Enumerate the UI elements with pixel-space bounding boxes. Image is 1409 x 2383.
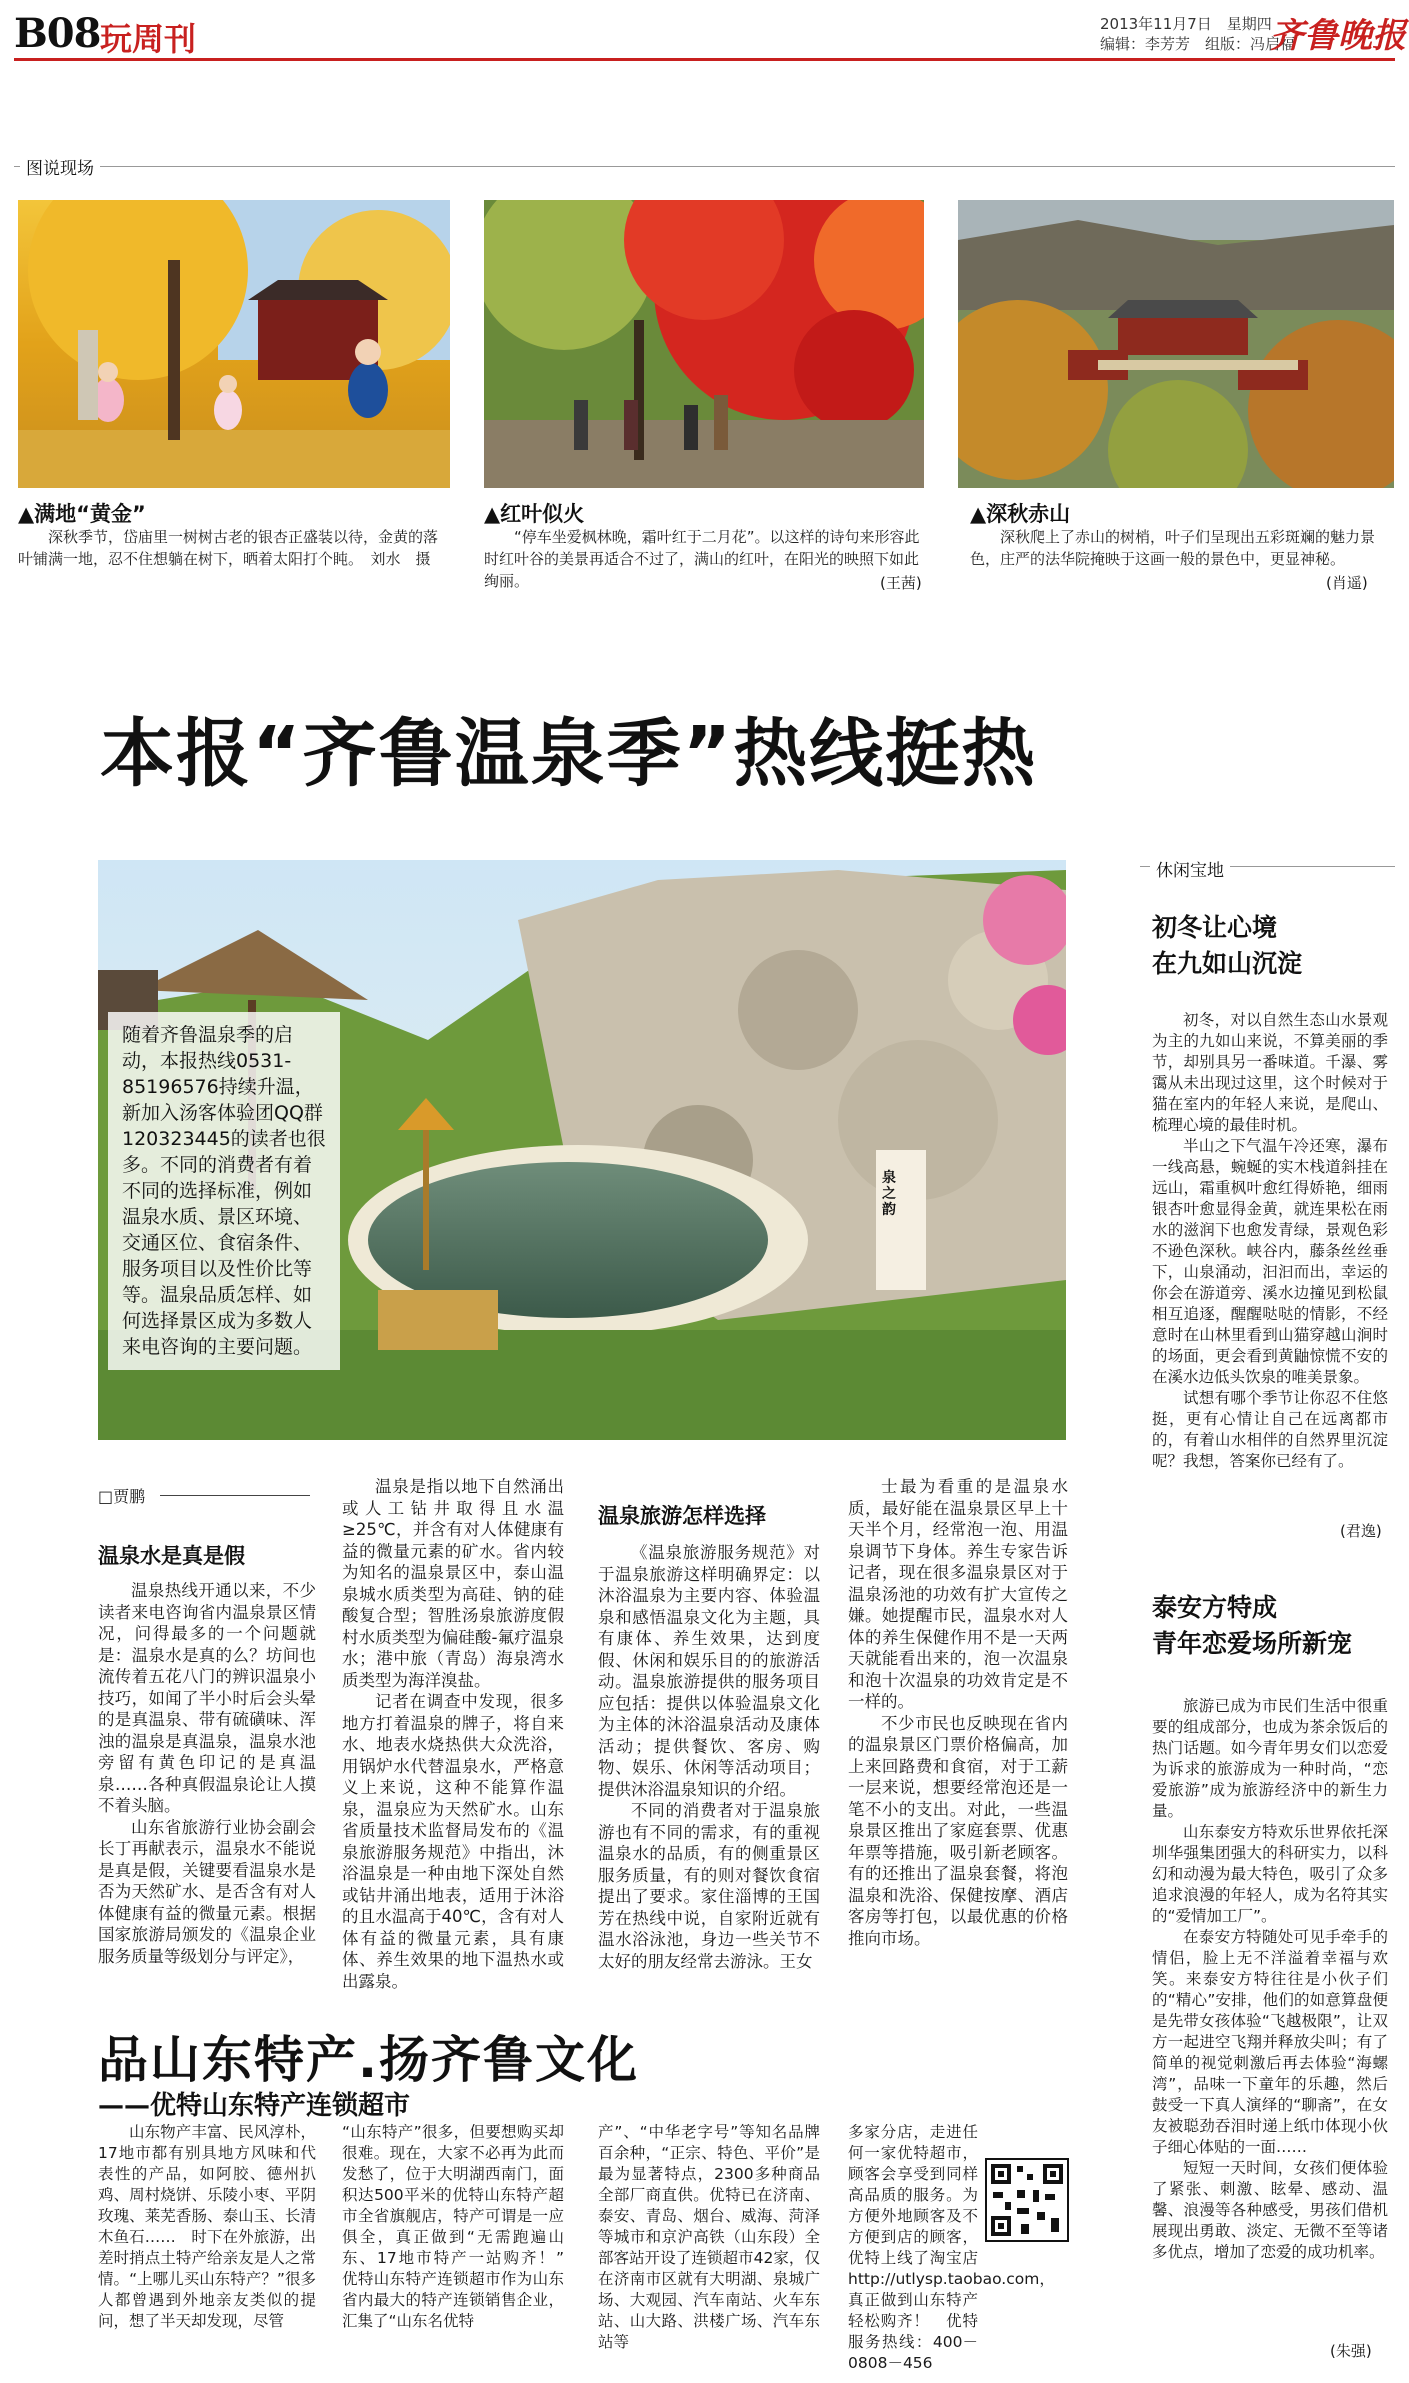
article-col-2 <box>342 1476 564 1992</box>
ad-col-4: 多家分店，走进任何一家优特超市，顾客会享受到同样高品质的服务。为方便外地顾客及不方便到店的顾客，优特上线了淘宝店 http://utlysp.taobao.com，真正做到山东特产轻松购齐！ 优特服务热线：400－0808－456 <box>848 2123 1055 2372</box>
caption-text-2: “停车坐爱枫林晚，霜叶红于二月花”。以这样的诗句来形容此时红叶谷的美景再适合不过了，满山的红叶，在阳光的映照下如此绚丽。 <box>484 528 920 590</box>
section-name: 玩周刊 <box>100 20 197 58</box>
article-para: 半山之下气温午冷还寒，瀑布一线高悬，蜿蜒的实木栈道斜挂在远山，霜重枫叶愈红得娇艳，细雨银杏叶愈显得金黄，就连果松在雨水的滋润下也愈发青绿，景观色彩不逊色深秋。峡谷内，藤条丝丝垂下，山泉涌动，汩汩而出，幸运的你会在游道旁、溪水边撞见到松鼠相互追逐，醒醒哒哒的情影，不经意时在山林里看到山猫穿越山涧时的场面，更会看到黄鼬惊慌不安的在溪水边低头饮泉的唯美景象。 <box>1152 1137 1388 1386</box>
ad-title: 品山东特产.扬齐鲁文化 <box>98 2031 639 2089</box>
article-para: 记者在调查中发现，很多地方打着温泉的牌子，将自来水、地表水烧热供大众洗浴，用锅炉水代替温泉水，严格意义上来说，这种不能算作温泉，温泉应为天然矿水。山东省质量技术监督局发布的《温泉旅游服务规范》中指出，沐浴温泉是一种由地下深处自然或钻井涌出地表，适用于沐浴的且水温高于40℃，含有对人体有益的微量元素，具有康体、养生效果的地下温热水或出露泉。 <box>342 1692 564 1991</box>
article-para: 士最为看重的是温泉水质，最好能在温泉景区早上十天半个月，经常泡一泡、用温泉调节下身体。养生专家告诉记者，现在很多温泉景区对于温泉汤池的功效有扩大宣传之嫌。她提醒市民，温泉水对人体的养生保健作用不是一天两天就能看出来的，泡一次温泉和泡十次温泉的功效肯定是不一样的。 <box>848 1477 1068 1711</box>
caption-credit-2: (王茜) <box>880 574 922 592</box>
article-para: 《温泉旅游服务规范》对于温泉旅游这样明确界定：以沐浴温泉为主要内容、体验温泉和感悟温泉文化为主题，具有康体、养生效果，达到度假、休闲和娱乐目的的旅游活动。温泉旅游提供的服务项目应包括：提供以体验温泉文化为主体的沐浴温泉活动及康体活动；提供餐饮、客房、购物、娱乐、休闲等活动项目；提供沐浴温泉知识的介绍。 <box>598 1543 820 1799</box>
article-para: 不少市民也反映现在省内的温泉景区门票价格偏高，加上来回路费和食宿，对于工薪一层来说，想要经常泡还是一笔不小的支出。对此，一些温泉景区推出了家庭套票、优惠年票等措施，吸引新老顾客。有的还推出了温泉套餐，将泡温泉和洗浴、保健按摩、酒店客房等打包，以最优惠的价格推向市场。 <box>848 1713 1068 1948</box>
title-line: 在九如山沉淀 <box>1152 949 1303 978</box>
caption-text-3: 深秋爬上了赤山的树梢，叶子们呈现出五彩斑斓的魅力景色，庄严的法华院掩映于这画一般的景色中，更显神秘。 <box>970 528 1376 568</box>
article-para: 试想有哪个季节让你忍不住悠挺，更有心情让自己在远离都市的，有着山水相伴的自然界里沉淀呢？我想，答案你已经有了。 <box>1152 1389 1388 1470</box>
header-rule <box>14 58 1395 61</box>
article-col-1 <box>98 1580 316 1967</box>
byline-rule <box>160 1495 310 1496</box>
sidebar-story2-body <box>1152 1696 1388 2263</box>
caption-title-1: ▲满地“黄金” <box>18 502 146 526</box>
article-para: 旅游已成为市民们生活中很重要的组成部分，也成为茶余饭后的热门话题。如今青年男女们以恋爱为诉求的旅游成为一种时尚，“恋爱旅游”成为旅游经济中的新生力量。 <box>1152 1697 1388 1820</box>
article-para: 短短一天时间，女孩们便体验了紧张、刺激、眩晕、感动、温馨、浪漫等各种感受，男孩们借机展现出勇敢、淡定、无微不至等诸多优点，增加了恋爱的成功机率。 <box>1152 2159 1388 2261</box>
article-para: 山东泰安方特欢乐世界依托深圳华强集团强大的科研实力，以科幻和动漫为最大特色，吸引了众多追求浪漫的年轻人，成为名符其实的“爱情加工厂”。 <box>1152 1823 1388 1925</box>
subhead-1: 温泉水是真是假 <box>98 1544 245 1568</box>
main-headline: 本报“齐鲁温泉季”热线挺热 <box>100 711 1038 797</box>
article-col-4 <box>848 1476 1068 1949</box>
sidebar-story2-credit: (朱强) <box>1330 2342 1372 2360</box>
ad-col-2: “山东特产”很多，但要想购买却很难。现在，大家不必再为此而发愁了，位于大明湖西南门，面积达500平米的优特山东特产超市全省旗舰店，特产可谓是一应俱全，真正做到“无需跑遍山东、17地市特产一站购齐！” 优特山东特产连锁超市作为山东省内最大的特产连锁销售企业，汇集了“山东名优特 <box>342 2123 580 2330</box>
ad-col-3: 产”、“中华老字号”等知名品牌百余种，“正宗、特色、平价”是最为显著特点，2300多种商品全部厂商直供。优特已在济南、泰安、青岛、烟台、威海、菏泽等城市和京沪高铁（山东段）全部客站开设了连锁超市42家，仅在济南市区就有大明湖、泉城广场、大观园、汽车南站、火车东站、山大路、洪楼广场、汽车东站等 <box>598 2123 820 2351</box>
article-para: 山东省旅游行业协会副会长丁再献表示，温泉水不能说是真是假，关键要看温泉水是否为天然矿水、是否含有对人体健康有益的微量元素。根据国家旅游局颁发的《温泉企业服务质量等级划分与评定》， <box>98 1817 316 1966</box>
article-para: 温泉热线开通以来，不少读者来电咨询省内温泉景区情况，问得最多的一个问题就是：温泉水是真的么？坊间也流传着五花八门的辨识温泉小技巧，如闻了半小时后会头晕的是真温泉、带有硫磺味、浑浊的温泉是真温泉，温泉水池旁留有黄色印记的是真温泉……各种真假温泉论让人摸不着头脑。 <box>98 1581 316 1815</box>
article-para: 在泰安方特随处可见手牵手的情侣，脸上无不洋溢着幸福与欢笑。来泰安方特往往是小伙子们的“精心”安排，他们的如意算盘便是先带女孩体验“飞越极限”，让双方一起进空飞翔并释放尖叫；有了简单的视觉刺激后再去体验“海螺湾”，品味一下童年的乐趣，然后鼓受一下真人演绎的“聊斋”，在女友被聪劲吞泪时递上纸巾体现小伙子细心体贴的一面…… <box>1152 1928 1388 2156</box>
editor-line: 编辑：李芳芳 组版：冯启福 <box>1100 35 1296 53</box>
caption-title-3: ▲深秋赤山 <box>970 502 1071 526</box>
spring-sign: 泉之韵 <box>882 1170 896 1218</box>
sidebar-story2-title <box>1152 1590 1352 1662</box>
article-para: 初冬，对以自然生态山水景观为主的九如山来说，不算美丽的季节，却别具另一番味道。千瀑、雾霭从未出现过这里，这个时候对于猫在室内的年轻人来说，是爬山、梳理心境的最佳时机。 <box>1152 1011 1388 1134</box>
ad-col-1: 山东物产丰富、民风淳朴，17地市都有别具地方风味和代表性的产品，如阿胶、德州扒鸡、周村烧饼、乐陵小枣、平阴玫瑰、莱芜香肠、泰山玉、长清木鱼石…… 时下在外旅游，出差时捎点土特产给亲友是人之常情。“上哪儿买山东特产？”很多人都曾遇到外地亲友类似的提问，想了半天却发现，尽管 <box>98 2123 316 2330</box>
newspaper-logo: 齐鲁晚报 <box>1270 16 1406 56</box>
photo-section-rule <box>14 166 1395 167</box>
sidebar-story1-title <box>1152 910 1302 982</box>
sidebar-story1-body <box>1152 1010 1388 1472</box>
date-line: 2013年11月7日 星期四 <box>1100 15 1272 33</box>
article-col-3 <box>598 1542 820 1972</box>
temple-photo <box>958 200 1394 488</box>
sidebar-story1-credit: (君逸) <box>1340 1522 1382 1540</box>
subhead-2: 温泉旅游怎样选择 <box>598 1504 766 1528</box>
qr-code-icon <box>985 2158 1069 2242</box>
issue-info <box>1100 14 1295 54</box>
caption-title-2: ▲红叶似火 <box>484 502 585 526</box>
article-para: 不同的消费者对于温泉旅游也有不同的需求，有的重视温泉水的品质，有的侧重景区服务质量，有的则对餐饮食宿提出了要求。家住淄博的王国芳在热线中说，自家附近就有温水浴泳池，身边一些关节不太好的朋友经常去游泳。王女 <box>598 1801 820 1971</box>
red-leaves-photo <box>484 200 924 488</box>
hotline-overlay: 随着齐鲁温泉季的启动，本报热线0531-85196576持续升温，新加入汤客体验团QQ群120323445的读者也很多。不同的消费者有着不同的选择标准，例如温泉水质、景区环境、交通区位、食宿条件、服务项目以及性价比等等。温泉品质怎样、如何选择景区成为多数人来电咨询的主要问题。 <box>108 1012 340 1370</box>
ginkgo-photo <box>18 200 450 488</box>
sidebar-tag: 休闲宝地 <box>1150 856 1230 881</box>
page-code: B08 <box>14 10 101 57</box>
title-line: 青年恋爱场所新宠 <box>1152 1629 1353 1658</box>
title-line: 泰安方特成 <box>1152 1593 1278 1622</box>
byline: □贾鹏 <box>98 1487 146 1506</box>
title-line: 初冬让心境 <box>1152 913 1278 942</box>
caption-credit-3: (肖遥) <box>1326 574 1368 592</box>
caption-text-1: 深秋季节，岱庙里一树树古老的银杏正盛装以待，金黄的落叶铺满一地，忍不住想躺在树下，晒着太阳打个盹。 刘水 摄 <box>18 528 439 568</box>
photo-section-tag: 图说现场 <box>20 154 100 179</box>
ad-subtitle: ——优特山东特产连锁超市 <box>98 2091 411 2121</box>
article-para: 温泉是指以地下自然涌出或人工钻井取得且水温≥25℃，并含有对人体健康有益的微量元素的矿水。省内较为知名的温泉景区中，泰山温泉城水质类型为高硅、钠的硅酸复合型；智胜汤泉旅游度假村水质类型为偏硅酸-氟疗温泉水；港中旅（青岛）海泉湾水质类型为海洋溴盐。 <box>342 1477 564 1690</box>
